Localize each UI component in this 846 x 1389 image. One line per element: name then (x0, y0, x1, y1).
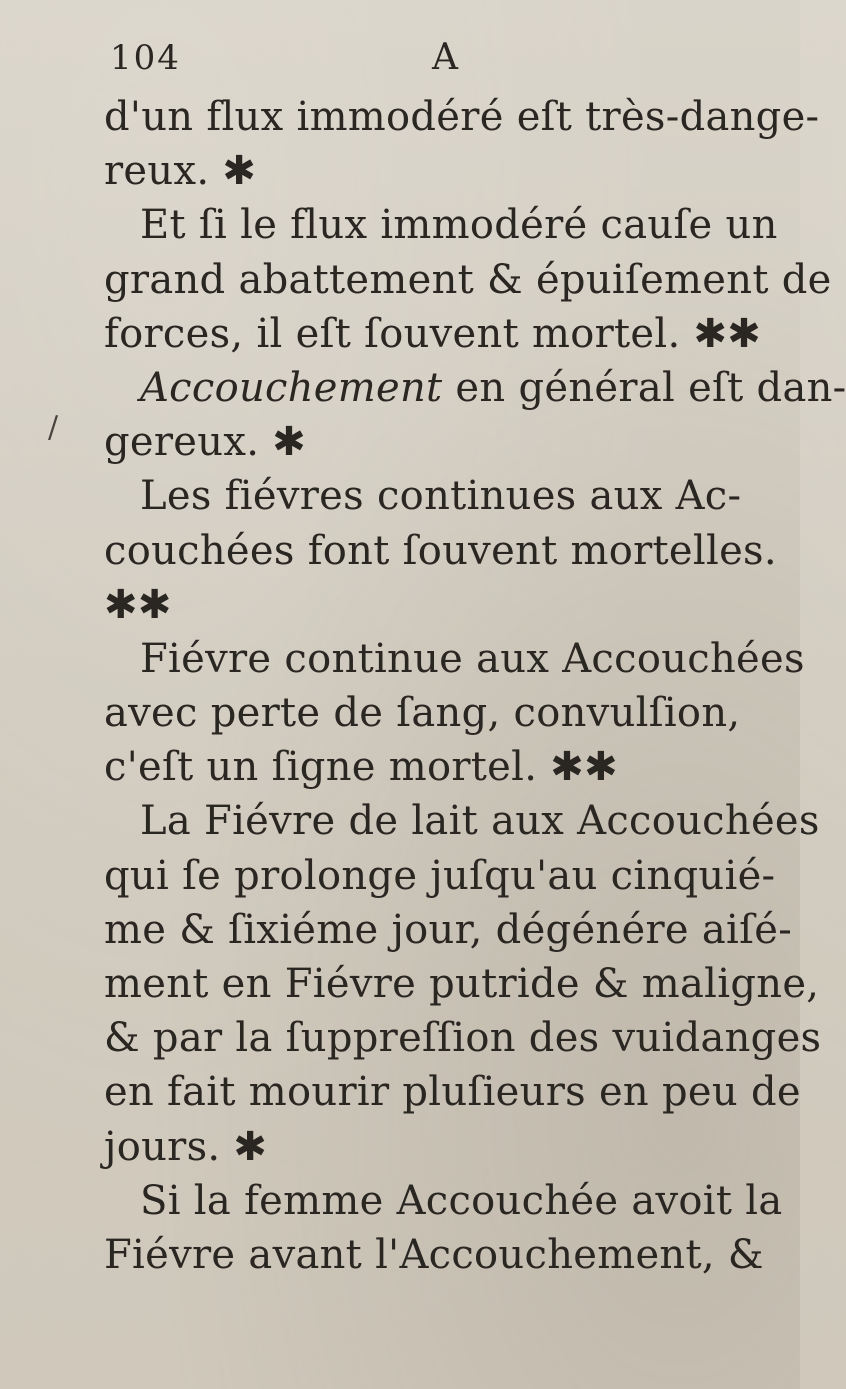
text-line-4: grand abattement & épuiſement de (104, 256, 832, 303)
text-line-12: avec perte de ſang, convulſion, (104, 690, 741, 737)
text-line-22: Fiévre avant l'Accouchement, & (104, 1231, 764, 1278)
text-line-8: Les fiévres continues aux Ac- (140, 473, 742, 520)
text-line-17: ment en Fiévre putride & maligne, (104, 961, 820, 1007)
text-line-9: couchées font ſouvent mortelles. (104, 527, 777, 574)
text-line-6: Accouchement en général eſt dan- (140, 364, 846, 411)
text-line-13: c'eſt un ſigne mortel. ✱✱ (104, 744, 618, 791)
text-line-19: en fait mourir pluſieurs en peu de (104, 1069, 801, 1116)
text-line-3: Et ſi le flux immodéré cauſe un (140, 202, 778, 249)
text-line-5: forces, il eſt ſouvent mortel. ✱✱ (104, 310, 762, 357)
body-text (104, 90, 846, 1282)
text-line-1: d'un flux immodéré eſt très-dange- (104, 94, 820, 140)
running-head: A (432, 37, 458, 78)
text-line-15: qui ſe prolonge juſqu'au cinquié- (104, 852, 776, 899)
text-line-18: & par la ſuppreſſion des vuidanges (104, 1015, 822, 1062)
italic-term: Accouchement (140, 364, 443, 411)
page-header (110, 38, 750, 78)
text-line-20: jours. ✱ (104, 1123, 268, 1170)
text-line-14: La Fiévre de lait aux Accouchées (140, 798, 820, 845)
text-line-10: ✱✱ (104, 581, 172, 628)
text-line-2: reux. ✱ (104, 148, 257, 195)
margin-mark: / (48, 410, 59, 445)
text-line-21: Si la femme Accouchée avoit la (140, 1177, 783, 1224)
text-line-7: gereux. ✱ (104, 419, 307, 466)
text-line-11: Fiévre continue aux Accouchées (140, 635, 805, 682)
text-line-16: me & ſixiéme jour, dégénére aiſé- (104, 906, 793, 953)
page-number: 104 (110, 38, 181, 78)
